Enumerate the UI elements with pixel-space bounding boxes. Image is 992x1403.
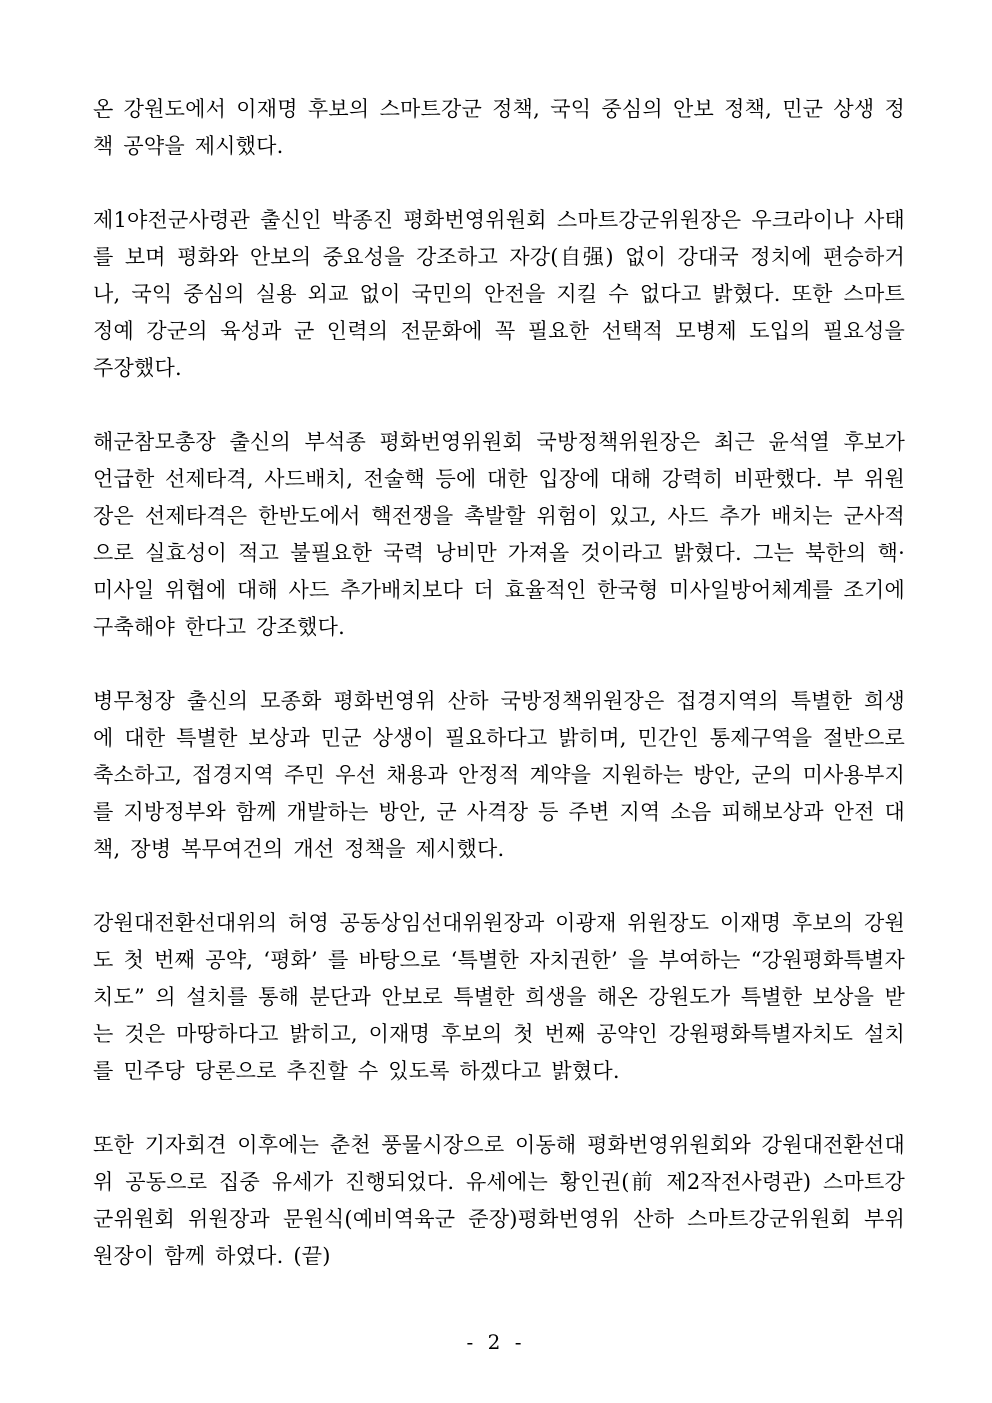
document-body xyxy=(93,91,905,1275)
paragraph-4: 병무청장 출신의 모종화 평화번영위 산하 국방정책위원장은 접경지역의 특별한 희생에 대한 특별한 보상과 민군 상생이 필요하다고 밝히며, 민간인 통제구역을 절반으로 축소하고, 접경지역 주민 우선 채용과 안정적 계약을 지원하는 방안, 군의 미사용부지를 지방정부와 함께 개발하는 방안, 군 사격장 등 주변 지역 소음 피해보상과 안전 대책, 장병 복무여건의 개선 정책을 제시했다. xyxy=(93,689,905,861)
paragraph-6: 또한 기자회견 이후에는 춘천 풍물시장으로 이동해 평화번영위원회와 강원대전환선대위 공동으로 집중 유세가 진행되었다. 유세에는 황인권(前 제2작전사령관) 스마트강군위원회 위원장과 문원식(예비역육군 준장)평화번영위 산하 스마트강군위원회 부위원장이 함께 하였다. (끝) xyxy=(93,1133,905,1268)
paragraph-1: 온 강원도에서 이재명 후보의 스마트강군 정책, 국익 중심의 안보 정책, 민군 상생 정책 공약을 제시했다. xyxy=(93,97,905,158)
paragraph-3: 해군참모총장 출신의 부석종 평화번영위원회 국방정책위원장은 최근 윤석열 후보가 언급한 선제타격, 사드배치, 전술핵 등에 대한 입장에 대해 강력히 비판했다. 부 위원장은 선제타격은 한반도에서 핵전쟁을 촉발할 위험이 있고, 사드 추가 배치는 군사적으로 실효성이 적고 불필요한 국력 낭비만 가져올 것이라고 밝혔다. 그는 북한의 핵·미사일 위협에 대해 사드 추가배치보다 더 효율적인 한국형 미사일방어체계를 조기에 구축해야 한다고 강조했다. xyxy=(93,430,905,639)
page-number: - 2 - xyxy=(466,1330,526,1354)
paragraph-5: 강원대전환선대위의 허영 공동상임선대위원장과 이광재 위원장도 이재명 후보의 강원도 첫 번째 공약, ‘평화’ 를 바탕으로 ‘특별한 자치권한’ 을 부여하는 “강원평화특별자치도” 의 설치를 통해 분단과 안보로 특별한 희생을 해온 강원도가 특별한 보상을 받는 것은 마땅하다고 밝히고, 이재명 후보의 첫 번째 공약인 강원평화특별자치도 설치를 민주당 당론으로 추진할 수 있도록 하겠다고 밝혔다. xyxy=(93,911,905,1083)
paragraph-2: 제1야전군사령관 출신인 박종진 평화번영위원회 스마트강군위원장은 우크라이나 사태를 보며 평화와 안보의 중요성을 강조하고 자강(自强) 없이 강대국 정치에 편승하거나, 국익 중심의 실용 외교 없이 국민의 안전을 지킬 수 없다고 밝혔다. 또한 스마트 정예 강군의 육성과 군 인력의 전문화에 꼭 필요한 선택적 모병제 도입의 필요성을 주장했다. xyxy=(93,208,905,380)
